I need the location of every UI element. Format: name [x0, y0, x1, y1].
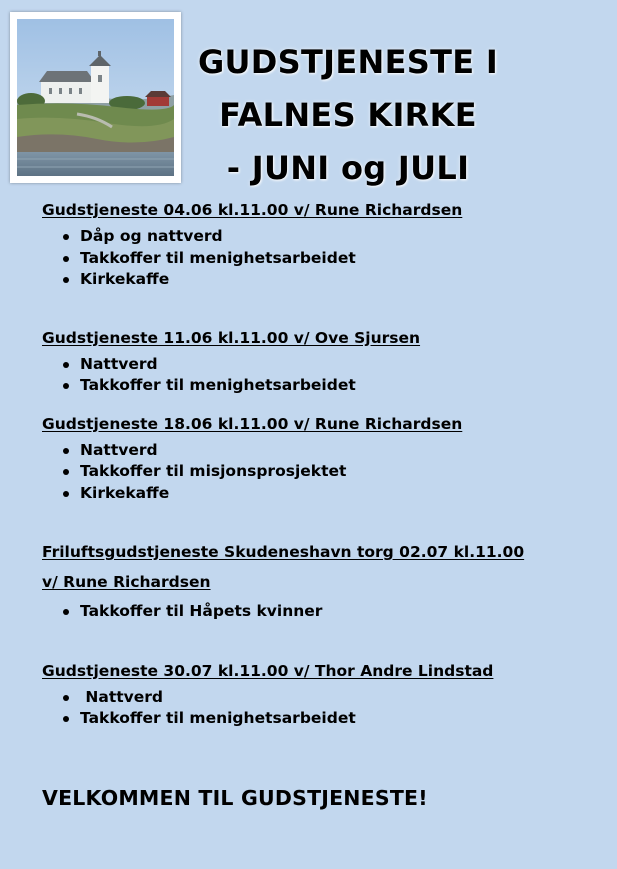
service-entry: [42, 198, 602, 291]
service-detail-item: Takkoffer til menighetsarbeidet: [80, 375, 602, 397]
service-heading: Friluftsgudstjeneste Skudeneshavn torg 02.07 kl.11.00: [42, 543, 525, 561]
page-title-line: - JUNI og JULI: [226, 149, 470, 187]
service-detail-item: Takkoffer til menighetsarbeidet: [80, 248, 602, 270]
page-title-line: FALNES KIRKE: [219, 96, 477, 134]
page-title-line: GUDSTJENESTE I: [197, 43, 499, 81]
church-photo-frame: [10, 12, 181, 183]
service-entry: [42, 659, 602, 730]
service-entry: [42, 537, 602, 623]
service-details: [42, 687, 602, 730]
page-title: [186, 36, 510, 195]
church-photo: [17, 19, 174, 176]
service-detail-item: Takkoffer til menighetsarbeidet: [80, 708, 602, 730]
service-list: [42, 198, 602, 730]
service-heading: Gudstjeneste 04.06 kl.11.00 v/ Rune Richardsen: [42, 201, 463, 219]
welcome-message: VELKOMMEN TIL GUDSTJENESTE!: [42, 786, 428, 810]
service-detail-item: Takkoffer til Håpets kvinner: [80, 601, 602, 623]
service-details: [42, 601, 602, 623]
service-detail-item: Kirkekaffe: [80, 483, 602, 505]
service-heading: Gudstjeneste 18.06 kl.11.00 v/ Rune Richardsen: [42, 414, 463, 433]
service-entry: [42, 326, 602, 397]
church-photo-icon: [17, 19, 174, 176]
service-entry: [42, 412, 602, 505]
service-details: [42, 440, 602, 505]
service-heading: v/ Rune Richardsen: [42, 573, 211, 591]
service-detail-item: Nattverd: [80, 354, 602, 376]
service-detail-item: Nattverd: [80, 687, 602, 709]
service-details: [42, 354, 602, 397]
service-heading: Gudstjeneste 11.06 kl.11.00 v/ Ove Sjursen: [42, 328, 421, 347]
service-detail-item: Nattverd: [80, 440, 602, 462]
service-details: [42, 226, 602, 291]
service-heading: Gudstjeneste 30.07 kl.11.00 v/ Thor Andre Lindstad: [42, 661, 494, 680]
service-detail-item: Kirkekaffe: [80, 269, 602, 291]
service-detail-item: Dåp og nattverd: [80, 226, 602, 248]
service-detail-item: Takkoffer til misjonsprosjektet: [80, 461, 602, 483]
